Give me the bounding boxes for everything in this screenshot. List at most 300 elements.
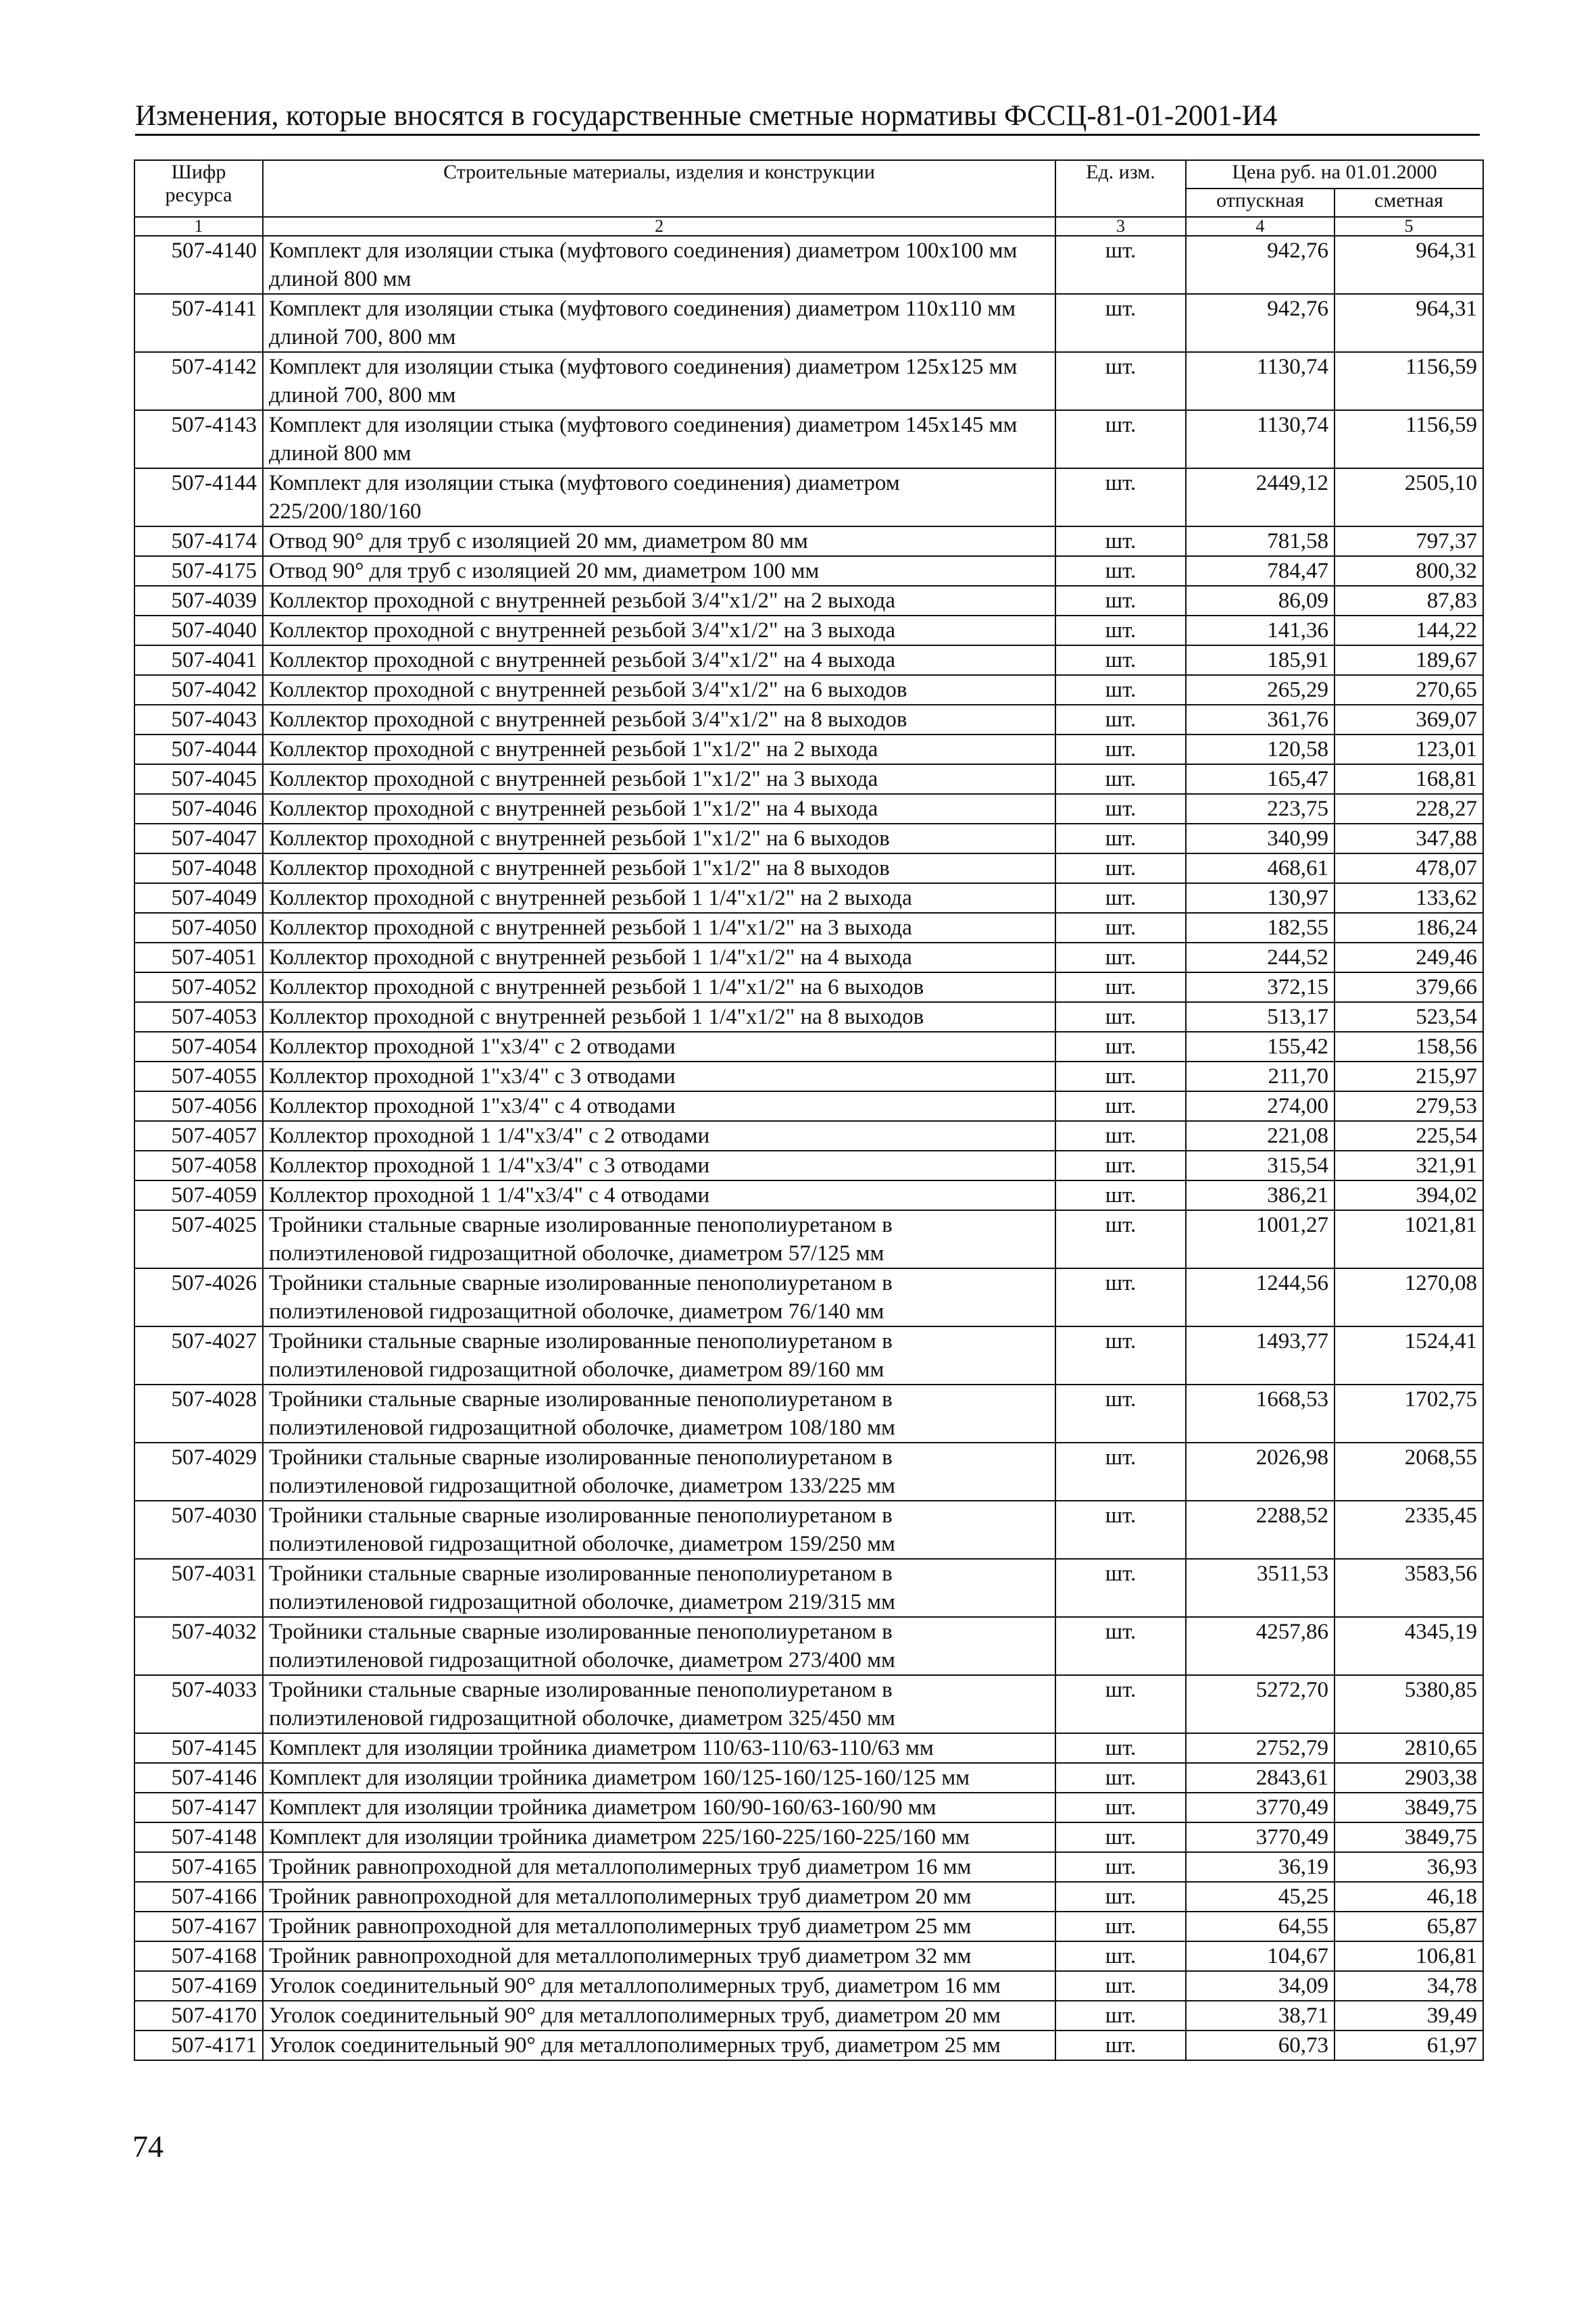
cell-price-estimate: 123,01 [1335, 735, 1483, 764]
cell-price-estimate: 189,67 [1335, 645, 1483, 675]
table-row [134, 1733, 1483, 1763]
table-row [134, 645, 1483, 675]
table-row [134, 1882, 1483, 1912]
column-number: 5 [1335, 217, 1483, 236]
cell-name: Тройник равнопроходной для металлополимерных труб диаметром 20 мм [263, 1882, 1055, 1912]
cell-code: 507-4174 [134, 526, 263, 556]
cell-code: 507-4031 [134, 1559, 263, 1617]
cell-price-estimate: 1021,81 [1335, 1210, 1483, 1268]
cell-unit: шт. [1055, 1210, 1186, 1268]
cell-price-estimate: 249,46 [1335, 943, 1483, 972]
table-row [134, 1385, 1483, 1443]
table-row [134, 1180, 1483, 1210]
cell-price-estimate: 168,81 [1335, 764, 1483, 794]
cell-name: Тройник равнопроходной для металлополимерных труб диаметром 32 мм [263, 1941, 1055, 1971]
cell-name: Коллектор проходной с внутренней резьбой 1"x1/2" на 4 выхода [263, 794, 1055, 824]
cell-code: 507-4040 [134, 616, 263, 645]
table-row [134, 1971, 1483, 2001]
cell-price-release: 38,71 [1186, 2001, 1335, 2031]
cell-code: 507-4054 [134, 1032, 263, 1062]
cell-price-estimate: 3849,75 [1335, 1793, 1483, 1822]
cell-price-estimate: 1156,59 [1335, 352, 1483, 410]
cell-price-estimate: 65,87 [1335, 1912, 1483, 1941]
cell-code: 507-4042 [134, 675, 263, 705]
cell-name: Уголок соединительный 90° для металлополимерных труб, диаметром 16 мм [263, 1971, 1055, 2001]
cell-unit: шт. [1055, 1443, 1186, 1501]
table-row [134, 352, 1483, 410]
cell-unit: шт. [1055, 1151, 1186, 1180]
cell-code: 507-4028 [134, 1385, 263, 1443]
cell-price-release: 781,58 [1186, 526, 1335, 556]
table-row [134, 1268, 1483, 1326]
table-row [134, 1941, 1483, 1971]
cell-unit: шт. [1055, 913, 1186, 943]
table-row [134, 1501, 1483, 1559]
cell-unit: шт. [1055, 1062, 1186, 1091]
price-table [134, 159, 1484, 2061]
cell-code: 507-4167 [134, 1912, 263, 1941]
cell-unit: шт. [1055, 294, 1186, 352]
cell-price-estimate: 1270,08 [1335, 1268, 1483, 1326]
table-row [134, 1062, 1483, 1091]
cell-price-release: 211,70 [1186, 1062, 1335, 1091]
cell-unit: шт. [1055, 1763, 1186, 1793]
table-row [134, 1675, 1483, 1733]
cell-unit: шт. [1055, 1180, 1186, 1210]
cell-name: Комплект для изоляции тройника диаметром 160/125-160/125-160/125 мм [263, 1763, 1055, 1793]
cell-code: 507-4170 [134, 2001, 263, 2031]
table-row [134, 2001, 1483, 2031]
cell-price-release: 3511,53 [1186, 1559, 1335, 1617]
cell-code: 507-4030 [134, 1501, 263, 1559]
cell-price-release: 185,91 [1186, 645, 1335, 675]
cell-unit: шт. [1055, 764, 1186, 794]
cell-code: 507-4052 [134, 972, 263, 1002]
page-number: 74 [132, 2129, 164, 2164]
cell-name: Тройники стальные сварные изолированные пенополиуретаном в полиэтиленовой гидрозащитной оболочке, диаметром 57/125 мм [263, 1210, 1055, 1268]
cell-price-release: 45,25 [1186, 1882, 1335, 1912]
cell-code: 507-4141 [134, 294, 263, 352]
cell-price-release: 3770,49 [1186, 1793, 1335, 1822]
table-row [134, 705, 1483, 735]
cell-price-release: 265,29 [1186, 675, 1335, 705]
cell-price-estimate: 106,81 [1335, 1941, 1483, 1971]
table-row [134, 1210, 1483, 1268]
cell-price-release: 942,76 [1186, 236, 1335, 294]
cell-price-release: 36,19 [1186, 1852, 1335, 1882]
cell-code: 507-4166 [134, 1882, 263, 1912]
cell-code: 507-4145 [134, 1733, 263, 1763]
table-row [134, 943, 1483, 972]
cell-unit: шт. [1055, 794, 1186, 824]
cell-name: Тройники стальные сварные изолированные пенополиуретаном в полиэтиленовой гидрозащитной оболочке, диаметром 133/225 мм [263, 1443, 1055, 1501]
table-row [134, 294, 1483, 352]
table-row [134, 675, 1483, 705]
cell-price-release: 1493,77 [1186, 1326, 1335, 1385]
cell-unit: шт. [1055, 1822, 1186, 1852]
cell-code: 507-4032 [134, 1617, 263, 1675]
cell-price-estimate: 215,97 [1335, 1062, 1483, 1091]
cell-price-estimate: 225,54 [1335, 1121, 1483, 1151]
cell-price-estimate: 87,83 [1335, 586, 1483, 616]
header-unit: Ед. изм. [1055, 160, 1186, 217]
table-row [134, 616, 1483, 645]
cell-price-release: 141,36 [1186, 616, 1335, 645]
cell-unit: шт. [1055, 1002, 1186, 1032]
cell-price-release: 34,09 [1186, 1971, 1335, 2001]
cell-price-estimate: 46,18 [1335, 1882, 1483, 1912]
cell-unit: шт. [1055, 2031, 1186, 2060]
cell-unit: шт. [1055, 410, 1186, 468]
cell-price-release: 1001,27 [1186, 1210, 1335, 1268]
cell-price-estimate: 3849,75 [1335, 1822, 1483, 1852]
cell-price-release: 221,08 [1186, 1121, 1335, 1151]
cell-price-estimate: 394,02 [1335, 1180, 1483, 1210]
column-number: 3 [1055, 217, 1186, 236]
cell-name: Коллектор проходной с внутренней резьбой 3/4"x1/2" на 3 выхода [263, 616, 1055, 645]
cell-unit: шт. [1055, 1091, 1186, 1121]
cell-price-release: 942,76 [1186, 294, 1335, 352]
cell-price-estimate: 144,22 [1335, 616, 1483, 645]
cell-price-estimate: 39,49 [1335, 2001, 1483, 2031]
cell-code: 507-4169 [134, 1971, 263, 2001]
cell-price-release: 2026,98 [1186, 1443, 1335, 1501]
cell-price-release: 513,17 [1186, 1002, 1335, 1032]
header-code: Шифр ресурса [134, 160, 263, 217]
cell-code: 507-4055 [134, 1062, 263, 1091]
cell-price-release: 386,21 [1186, 1180, 1335, 1210]
cell-code: 507-4043 [134, 705, 263, 735]
cell-code: 507-4146 [134, 1763, 263, 1793]
table-row [134, 1002, 1483, 1032]
table-row [134, 764, 1483, 794]
cell-unit: шт. [1055, 1121, 1186, 1151]
cell-code: 507-4033 [134, 1675, 263, 1733]
cell-unit: шт. [1055, 236, 1186, 294]
cell-name: Коллектор проходной с внутренней резьбой 1 1/4"x1/2" на 8 выходов [263, 1002, 1055, 1032]
cell-price-release: 2288,52 [1186, 1501, 1335, 1559]
table-row [134, 1091, 1483, 1121]
cell-name: Уголок соединительный 90° для металлополимерных труб, диаметром 25 мм [263, 2031, 1055, 2060]
cell-name: Коллектор проходной с внутренней резьбой 1 1/4"x1/2" на 4 выхода [263, 943, 1055, 972]
cell-name: Коллектор проходной с внутренней резьбой 3/4"x1/2" на 6 выходов [263, 675, 1055, 705]
cell-unit: шт. [1055, 1617, 1186, 1675]
cell-price-estimate: 270,65 [1335, 675, 1483, 705]
table-row [134, 410, 1483, 468]
cell-price-release: 64,55 [1186, 1912, 1335, 1941]
cell-code: 507-4049 [134, 883, 263, 913]
cell-unit: шт. [1055, 853, 1186, 883]
cell-price-release: 60,73 [1186, 2031, 1335, 2060]
title-underline [135, 134, 1480, 136]
cell-unit: шт. [1055, 1882, 1186, 1912]
cell-unit: шт. [1055, 468, 1186, 526]
table-row [134, 1443, 1483, 1501]
cell-unit: шт. [1055, 1971, 1186, 2001]
cell-price-release: 1668,53 [1186, 1385, 1335, 1443]
cell-price-estimate: 964,31 [1335, 294, 1483, 352]
cell-price-estimate: 2505,10 [1335, 468, 1483, 526]
cell-code: 507-4027 [134, 1326, 263, 1385]
cell-name: Комплект для изоляции тройника диаметром 160/90-160/63-160/90 мм [263, 1793, 1055, 1822]
table-row [134, 2031, 1483, 2060]
cell-name: Коллектор проходной с внутренней резьбой 3/4"x1/2" на 8 выходов [263, 705, 1055, 735]
cell-name: Тройники стальные сварные изолированные пенополиуретаном в полиэтиленовой гидрозащитной оболочке, диаметром 219/315 мм [263, 1559, 1055, 1617]
cell-name: Комплект для изоляции стыка (муфтового соединения) диаметром 125x125 мм длиной 700, 800 мм [263, 352, 1055, 410]
cell-price-release: 2843,61 [1186, 1763, 1335, 1793]
table-row [134, 586, 1483, 616]
cell-unit: шт. [1055, 556, 1186, 586]
cell-price-estimate: 2335,45 [1335, 1501, 1483, 1559]
cell-name: Коллектор проходной с внутренней резьбой 1"x1/2" на 2 выхода [263, 735, 1055, 764]
cell-name: Тройники стальные сварные изолированные пенополиуретаном в полиэтиленовой гидрозащитной оболочке, диаметром 159/250 мм [263, 1501, 1055, 1559]
header-price-release: отпускная [1186, 189, 1335, 217]
cell-unit: шт. [1055, 1501, 1186, 1559]
cell-code: 507-4051 [134, 943, 263, 972]
cell-unit: шт. [1055, 1559, 1186, 1617]
cell-code: 507-4175 [134, 556, 263, 586]
table-body [134, 236, 1483, 2060]
cell-code: 507-4057 [134, 1121, 263, 1151]
table-row [134, 526, 1483, 556]
cell-unit: шт. [1055, 1675, 1186, 1733]
cell-price-estimate: 321,91 [1335, 1151, 1483, 1180]
cell-name: Коллектор проходной 1"x3/4" с 4 отводами [263, 1091, 1055, 1121]
cell-price-release: 315,54 [1186, 1151, 1335, 1180]
cell-name: Комплект для изоляции стыка (муфтового соединения) диаметром 225/200/180/160 [263, 468, 1055, 526]
cell-price-release: 361,76 [1186, 705, 1335, 735]
cell-price-release: 104,67 [1186, 1941, 1335, 1971]
cell-unit: шт. [1055, 586, 1186, 616]
cell-name: Тройники стальные сварные изолированные пенополиуретаном в полиэтиленовой гидрозащитной оболочке, диаметром 325/450 мм [263, 1675, 1055, 1733]
cell-code: 507-4050 [134, 913, 263, 943]
table-row [134, 794, 1483, 824]
cell-price-release: 1130,74 [1186, 410, 1335, 468]
cell-price-estimate: 369,07 [1335, 705, 1483, 735]
table-row [134, 1852, 1483, 1882]
cell-name: Коллектор проходной 1"x3/4" с 2 отводами [263, 1032, 1055, 1062]
cell-code: 507-4056 [134, 1091, 263, 1121]
cell-name: Тройники стальные сварные изолированные пенополиуретаном в полиэтиленовой гидрозащитной оболочке, диаметром 89/160 мм [263, 1326, 1055, 1385]
cell-code: 507-4140 [134, 236, 263, 294]
cell-price-release: 155,42 [1186, 1032, 1335, 1062]
cell-price-estimate: 36,93 [1335, 1852, 1483, 1882]
cell-price-estimate: 61,97 [1335, 2031, 1483, 2060]
cell-price-estimate: 379,66 [1335, 972, 1483, 1002]
cell-name: Коллектор проходной с внутренней резьбой 3/4"x1/2" на 4 выхода [263, 645, 1055, 675]
cell-price-estimate: 347,88 [1335, 824, 1483, 853]
cell-name: Отвод 90° для труб с изоляцией 20 мм, диаметром 100 мм [263, 556, 1055, 586]
cell-unit: шт. [1055, 645, 1186, 675]
cell-code: 507-4026 [134, 1268, 263, 1326]
table-row [134, 556, 1483, 586]
cell-name: Комплект для изоляции стыка (муфтового соединения) диаметром 110x110 мм длиной 700, 800 мм [263, 294, 1055, 352]
cell-unit: шт. [1055, 1032, 1186, 1062]
cell-unit: шт. [1055, 352, 1186, 410]
cell-name: Коллектор проходной с внутренней резьбой 1 1/4"x1/2" на 3 выхода [263, 913, 1055, 943]
cell-price-release: 372,15 [1186, 972, 1335, 1002]
cell-unit: шт. [1055, 1852, 1186, 1882]
cell-price-estimate: 1156,59 [1335, 410, 1483, 468]
cell-price-estimate: 228,27 [1335, 794, 1483, 824]
page-title: Изменения, которые вносятся в государственные сметные нормативы ФССЦ-81-01-2001-И4 [135, 100, 1278, 132]
table-row [134, 1822, 1483, 1852]
cell-name: Коллектор проходной с внутренней резьбой 1 1/4"x1/2" на 2 выхода [263, 883, 1055, 913]
cell-code: 507-4059 [134, 1180, 263, 1210]
table-row [134, 1793, 1483, 1822]
table-row [134, 1763, 1483, 1793]
cell-price-release: 2752,79 [1186, 1733, 1335, 1763]
cell-code: 507-4171 [134, 2031, 263, 2060]
cell-code: 507-4041 [134, 645, 263, 675]
cell-price-estimate: 158,56 [1335, 1032, 1483, 1062]
table-row [134, 913, 1483, 943]
cell-name: Тройники стальные сварные изолированные пенополиуретаном в полиэтиленовой гидрозащитной оболочке, диаметром 273/400 мм [263, 1617, 1055, 1675]
cell-price-estimate: 5380,85 [1335, 1675, 1483, 1733]
table-row [134, 735, 1483, 764]
cell-price-release: 784,47 [1186, 556, 1335, 586]
header-price-group: Цена руб. на 01.01.2000 [1186, 160, 1483, 189]
cell-code: 507-4044 [134, 735, 263, 764]
cell-unit: шт. [1055, 1733, 1186, 1763]
cell-unit: шт. [1055, 1941, 1186, 1971]
cell-code: 507-4144 [134, 468, 263, 526]
cell-unit: шт. [1055, 735, 1186, 764]
cell-unit: шт. [1055, 526, 1186, 556]
table-row [134, 236, 1483, 294]
cell-price-estimate: 1702,75 [1335, 1385, 1483, 1443]
cell-name: Комплект для изоляции стыка (муфтового соединения) диаметром 100x100 мм длиной 800 мм [263, 236, 1055, 294]
table-row [134, 1151, 1483, 1180]
cell-code: 507-4058 [134, 1151, 263, 1180]
cell-name: Коллектор проходной с внутренней резьбой 1 1/4"x1/2" на 6 выходов [263, 972, 1055, 1002]
cell-price-release: 86,09 [1186, 586, 1335, 616]
column-number: 4 [1186, 217, 1335, 236]
cell-price-release: 3770,49 [1186, 1822, 1335, 1852]
cell-price-release: 340,99 [1186, 824, 1335, 853]
cell-unit: шт. [1055, 824, 1186, 853]
cell-code: 507-4039 [134, 586, 263, 616]
cell-unit: шт. [1055, 2001, 1186, 2031]
table-row [134, 1912, 1483, 1941]
cell-name: Тройники стальные сварные изолированные пенополиуретаном в полиэтиленовой гидрозащитной оболочке, диаметром 108/180 мм [263, 1385, 1055, 1443]
cell-price-release: 1130,74 [1186, 352, 1335, 410]
cell-unit: шт. [1055, 616, 1186, 645]
table-row [134, 883, 1483, 913]
cell-code: 507-4165 [134, 1852, 263, 1882]
cell-code: 507-4147 [134, 1793, 263, 1822]
table-row [134, 1326, 1483, 1385]
column-number: 1 [134, 217, 263, 236]
table-row [134, 1559, 1483, 1617]
cell-price-estimate: 2903,38 [1335, 1763, 1483, 1793]
cell-price-estimate: 4345,19 [1335, 1617, 1483, 1675]
cell-unit: шт. [1055, 943, 1186, 972]
cell-price-release: 2449,12 [1186, 468, 1335, 526]
header-price-estimate: сметная [1335, 189, 1483, 217]
cell-unit: шт. [1055, 1912, 1186, 1941]
cell-name: Тройник равнопроходной для металлополимерных труб диаметром 16 мм [263, 1852, 1055, 1882]
cell-price-estimate: 523,54 [1335, 1002, 1483, 1032]
cell-price-release: 274,00 [1186, 1091, 1335, 1121]
table-row [134, 468, 1483, 526]
cell-price-estimate: 2068,55 [1335, 1443, 1483, 1501]
cell-code: 507-4148 [134, 1822, 263, 1852]
cell-name: Коллектор проходной 1"x3/4" с 3 отводами [263, 1062, 1055, 1091]
cell-name: Уголок соединительный 90° для металлополимерных труб, диаметром 20 мм [263, 2001, 1055, 2031]
cell-name: Тройники стальные сварные изолированные пенополиуретаном в полиэтиленовой гидрозащитной оболочке, диаметром 76/140 мм [263, 1268, 1055, 1326]
cell-name: Коллектор проходной с внутренней резьбой 1"x1/2" на 8 выходов [263, 853, 1055, 883]
cell-price-estimate: 186,24 [1335, 913, 1483, 943]
cell-unit: шт. [1055, 1385, 1186, 1443]
cell-name: Коллектор проходной с внутренней резьбой 1"x1/2" на 6 выходов [263, 824, 1055, 853]
column-number: 2 [263, 217, 1055, 236]
cell-unit: шт. [1055, 705, 1186, 735]
cell-price-release: 130,97 [1186, 883, 1335, 913]
table-row [134, 1121, 1483, 1151]
cell-name: Коллектор проходной 1 1/4"x3/4" с 4 отводами [263, 1180, 1055, 1210]
cell-code: 507-4045 [134, 764, 263, 794]
cell-name: Коллектор проходной 1 1/4"x3/4" с 3 отводами [263, 1151, 1055, 1180]
cell-code: 507-4025 [134, 1210, 263, 1268]
cell-name: Тройник равнопроходной для металлополимерных труб диаметром 25 мм [263, 1912, 1055, 1941]
cell-price-estimate: 3583,56 [1335, 1559, 1483, 1617]
cell-price-estimate: 797,37 [1335, 526, 1483, 556]
cell-code: 507-4029 [134, 1443, 263, 1501]
cell-unit: шт. [1055, 883, 1186, 913]
cell-price-release: 120,58 [1186, 735, 1335, 764]
table-row [134, 972, 1483, 1002]
cell-name: Комплект для изоляции тройника диаметром 110/63-110/63-110/63 мм [263, 1733, 1055, 1763]
table-row [134, 824, 1483, 853]
cell-price-estimate: 133,62 [1335, 883, 1483, 913]
cell-price-release: 5272,70 [1186, 1675, 1335, 1733]
cell-name: Коллектор проходной с внутренней резьбой 3/4"x1/2" на 2 выхода [263, 586, 1055, 616]
cell-code: 507-4048 [134, 853, 263, 883]
cell-unit: шт. [1055, 1268, 1186, 1326]
cell-price-estimate: 800,32 [1335, 556, 1483, 586]
cell-price-release: 182,55 [1186, 913, 1335, 943]
cell-unit: шт. [1055, 1793, 1186, 1822]
cell-price-estimate: 478,07 [1335, 853, 1483, 883]
cell-price-estimate: 964,31 [1335, 236, 1483, 294]
header-name: Строительные материалы, изделия и конструкции [263, 160, 1055, 217]
cell-code: 507-4168 [134, 1941, 263, 1971]
cell-price-release: 468,61 [1186, 853, 1335, 883]
table-row [134, 1032, 1483, 1062]
cell-name: Коллектор проходной 1 1/4"x3/4" с 2 отводами [263, 1121, 1055, 1151]
cell-name: Комплект для изоляции тройника диаметром 225/160-225/160-225/160 мм [263, 1822, 1055, 1852]
cell-price-estimate: 279,53 [1335, 1091, 1483, 1121]
cell-price-release: 223,75 [1186, 794, 1335, 824]
cell-unit: шт. [1055, 675, 1186, 705]
cell-unit: шт. [1055, 1326, 1186, 1385]
cell-code: 507-4047 [134, 824, 263, 853]
cell-code: 507-4046 [134, 794, 263, 824]
cell-price-release: 4257,86 [1186, 1617, 1335, 1675]
cell-name: Отвод 90° для труб с изоляцией 20 мм, диаметром 80 мм [263, 526, 1055, 556]
cell-code: 507-4143 [134, 410, 263, 468]
cell-price-estimate: 34,78 [1335, 1971, 1483, 2001]
table-row [134, 1617, 1483, 1675]
cell-price-estimate: 1524,41 [1335, 1326, 1483, 1385]
cell-code: 507-4142 [134, 352, 263, 410]
cell-name: Комплект для изоляции стыка (муфтового соединения) диаметром 145x145 мм длиной 800 мм [263, 410, 1055, 468]
table-row [134, 853, 1483, 883]
cell-unit: шт. [1055, 972, 1186, 1002]
cell-price-release: 165,47 [1186, 764, 1335, 794]
cell-price-release: 244,52 [1186, 943, 1335, 972]
